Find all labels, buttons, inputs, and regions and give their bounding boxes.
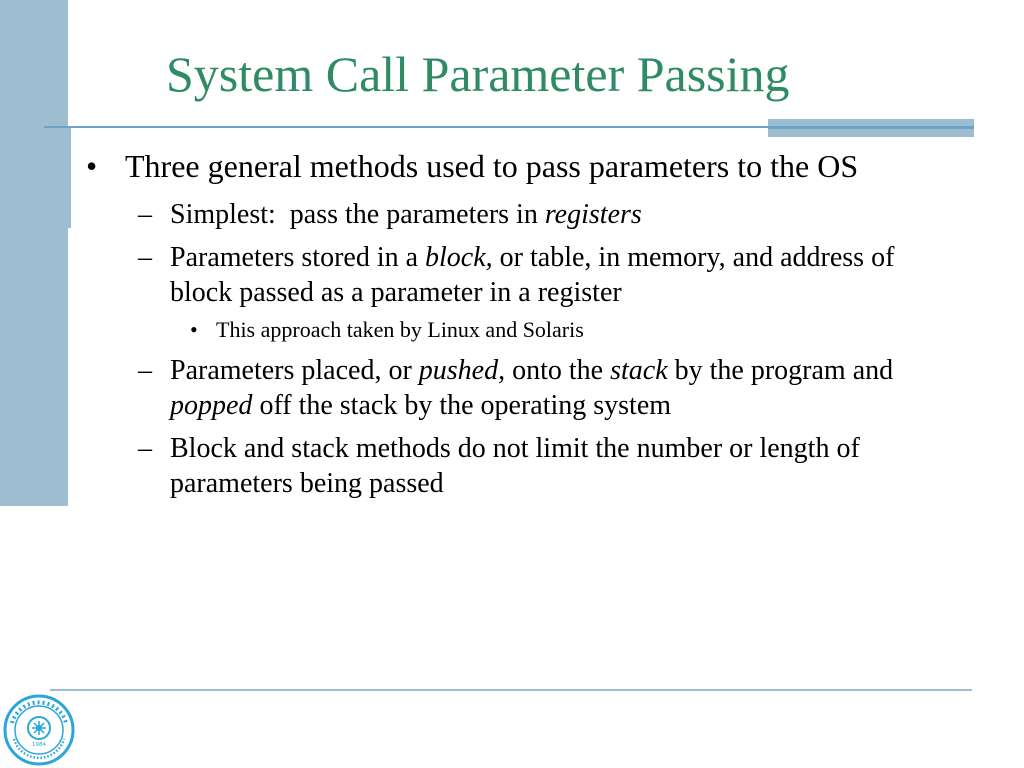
subsubpoint-linux <box>80 316 940 344</box>
subpoint-text: Block and stack methods do not limit the number or length of parameters being passed <box>170 433 860 499</box>
slide-title: System Call Parameter Passing <box>166 46 790 102</box>
subsubpoint-text: This approach taken by Linux and Solaris <box>216 317 584 342</box>
subpoint-stack <box>80 353 940 423</box>
left-accent-bar <box>0 0 68 506</box>
subpoint-text: Parameters stored in a <box>170 242 426 273</box>
subpoint-text: Simplest: pass the parameters in <box>170 199 545 230</box>
subpoint-text: off the stack by the operating system <box>252 390 672 421</box>
emphasis-text: popped <box>170 390 253 421</box>
university-logo-icon <box>2 693 76 767</box>
left-accent-stripe <box>68 126 71 228</box>
subpoint-simplest <box>80 197 940 232</box>
dash-marker: – <box>138 242 152 273</box>
dash-marker: – <box>138 355 152 386</box>
subpoint-text: onto the <box>505 355 611 386</box>
subpoint-text: Parameters placed, or <box>170 355 419 386</box>
slide-content <box>80 148 940 509</box>
subpoint-text: by the program and <box>667 355 894 386</box>
dash-marker: – <box>138 433 152 464</box>
bullet-main-text: Three general methods used to pass parameters to the OS <box>125 148 859 184</box>
emphasis-text: stack <box>610 355 668 386</box>
bullet-marker: • <box>190 317 198 342</box>
bullet-marker: • <box>86 148 98 184</box>
dash-marker: – <box>138 199 152 230</box>
emphasis-text: pushed, <box>418 355 506 386</box>
subpoint-limit <box>80 431 940 501</box>
footer-divider <box>50 689 972 691</box>
title-divider-block-line <box>768 126 974 129</box>
subpoint-text: or table, in memory, and address of block passed as a parameter in a register <box>170 242 895 308</box>
emphasis-text: block, <box>425 242 493 273</box>
logo-year: 1984 <box>32 742 46 748</box>
bullet-main <box>80 148 940 185</box>
emphasis-text: registers <box>544 199 642 230</box>
subpoint-block <box>80 240 940 310</box>
